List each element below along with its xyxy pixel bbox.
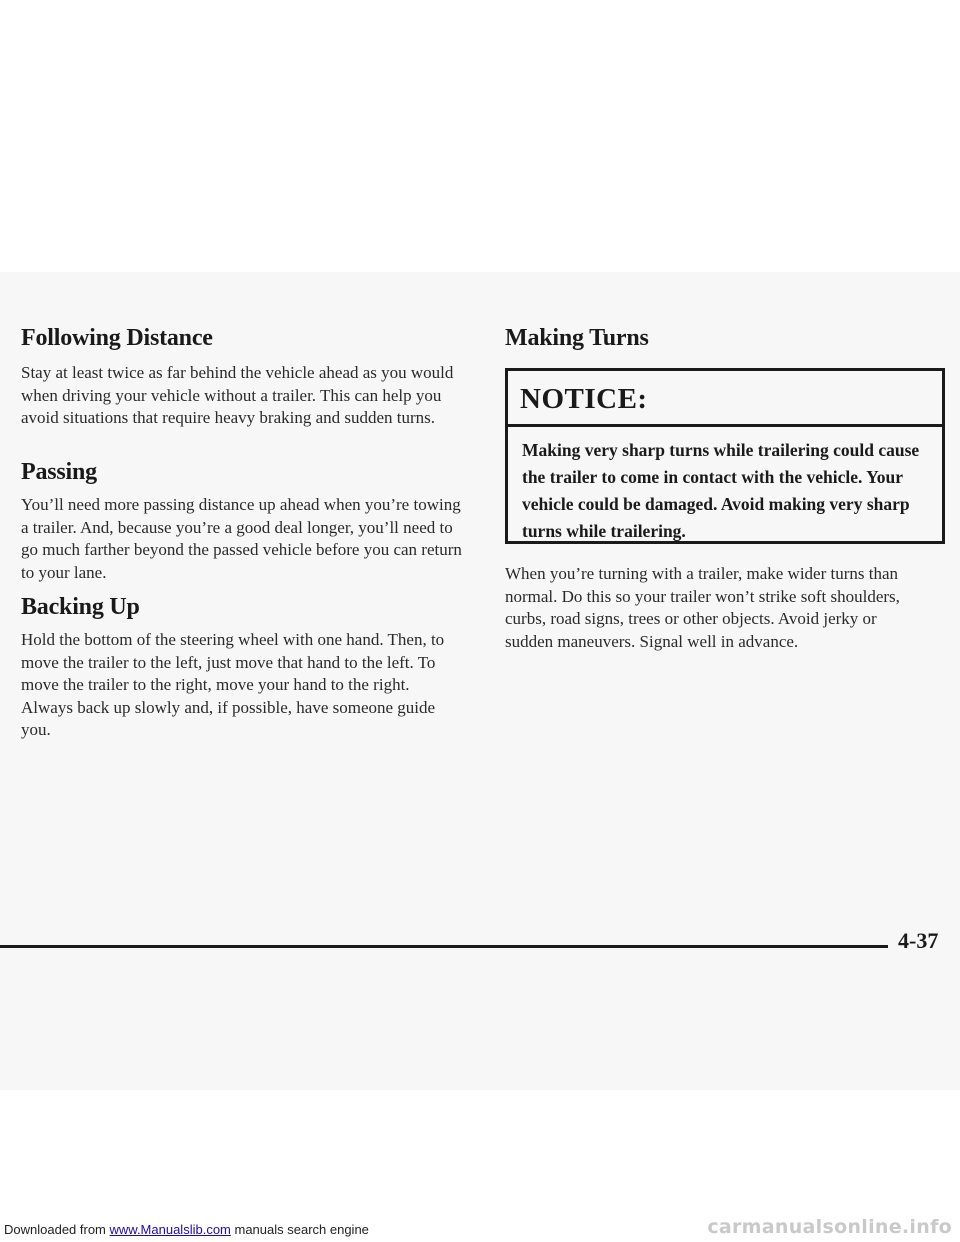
paragraph-passing: You’ll need more passing distance up ahead when you’re towing a trailer. And, because you’re a good deal longer, you’ll need to go much farther beyond the passed vehicle before you can return to your lane. xyxy=(21,495,462,582)
page-number: 4-37 xyxy=(898,928,939,953)
watermark: carmanualsonline.info xyxy=(707,1216,952,1238)
notice-box xyxy=(505,368,945,544)
paragraph-making-turns: When you’re turning with a trailer, make wider turns than normal. Do this so your trailer won’t strike soft shoulders, curbs, road signs, trees or other objects. Avoid jerky or sudden maneuvers. Signal well in advance. xyxy=(505,564,900,651)
manual-page xyxy=(0,272,960,1090)
heading-passing: Passing xyxy=(21,459,97,485)
heading-backing-up: Backing Up xyxy=(21,594,140,620)
paragraph-backing-up: Hold the bottom of the steering wheel with one hand. Then, to move the trailer to the left, just move that hand to the left. To move the trailer to the right, move your hand to the right. Always back up slowly and, if possible, have someone guide you. xyxy=(21,630,445,739)
download-footer xyxy=(4,1222,369,1237)
footer-prefix: Downloaded from xyxy=(4,1222,110,1237)
manualslib-link[interactable]: www.Manualslib.com xyxy=(109,1222,231,1237)
heading-making-turns: Making Turns xyxy=(505,325,649,351)
paragraph-following-distance: Stay at least twice as far behind the vehicle ahead as you would when driving your vehicle without a trailer. This can help you avoid situations that require heavy braking and sudden turns. xyxy=(21,363,454,427)
notice-title: NOTICE: xyxy=(508,371,942,427)
footer-rule xyxy=(0,945,888,948)
heading-following-distance: Following Distance xyxy=(21,325,213,351)
footer-suffix: manuals search engine xyxy=(230,1222,369,1237)
notice-text: Making very sharp turns while trailering could cause the trailer to come in contact with the vehicle. Your vehicle could be damaged. Avoid making very sharp turns while trailering. xyxy=(522,440,920,541)
